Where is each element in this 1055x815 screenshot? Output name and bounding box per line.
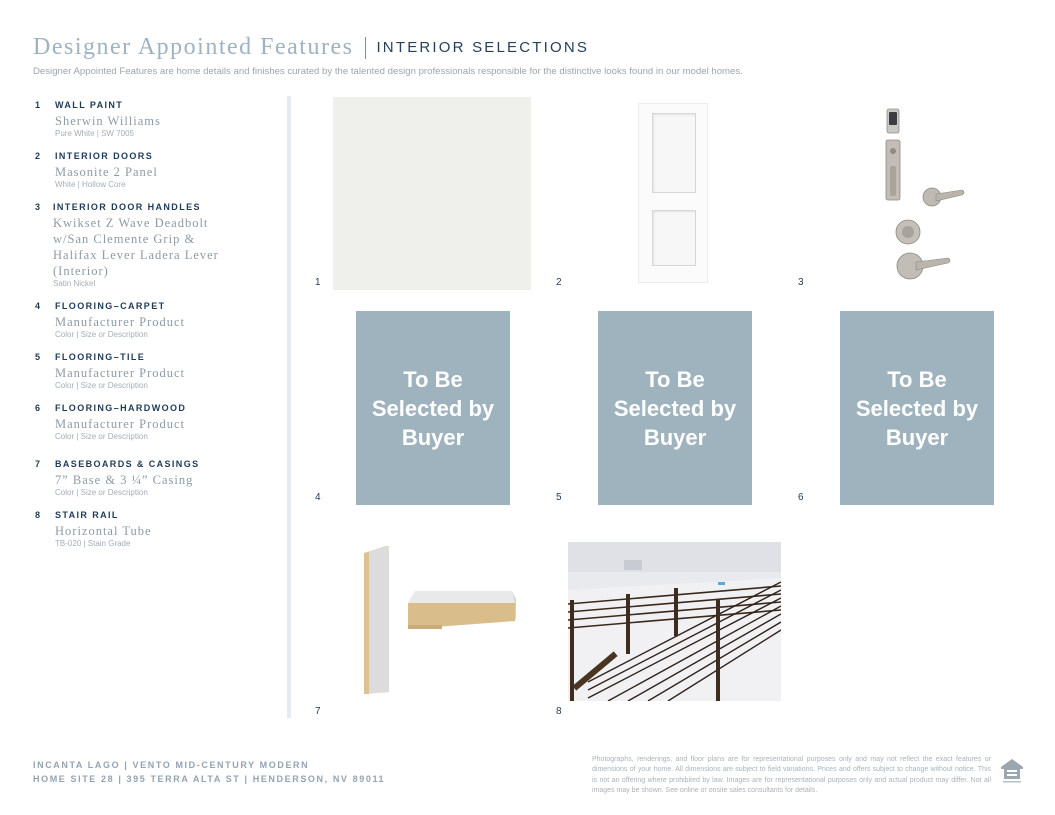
page-subtitle: INTERIOR SELECTIONS bbox=[376, 39, 590, 56]
item-product: Masonite 2 Panel bbox=[55, 165, 158, 179]
item-product: Manufacturer Product bbox=[55, 315, 186, 329]
list-item bbox=[35, 352, 280, 390]
item-category: FLOORING–CARPET bbox=[55, 301, 166, 311]
item-category: FLOORING–HARDWOOD bbox=[55, 403, 187, 413]
image-number: 6 bbox=[798, 492, 804, 503]
to-be-selected-placeholder: To Be Selected by Buyer bbox=[840, 311, 994, 505]
item-number: 6 bbox=[35, 403, 42, 413]
item-meta: Pure White | SW 7005 bbox=[55, 129, 134, 138]
item-category: INTERIOR DOOR HANDLES bbox=[53, 202, 201, 212]
door-panel bbox=[652, 210, 696, 266]
item-meta: Color | Size or Description bbox=[55, 330, 148, 339]
equal-housing-icon bbox=[1000, 758, 1024, 784]
item-category: INTERIOR DOORS bbox=[55, 151, 154, 161]
item-meta: Color | Size or Description bbox=[55, 488, 148, 497]
page-description: Designer Appointed Features are home details and finishes curated by the talented design professionals responsible for the distinctive looks found in our model homes. bbox=[33, 66, 743, 77]
title-divider bbox=[365, 37, 366, 59]
column-divider bbox=[287, 96, 291, 718]
item-meta: Color | Size or Description bbox=[55, 432, 148, 441]
to-be-selected-placeholder: To Be Selected by Buyer bbox=[356, 311, 510, 505]
image-number: 2 bbox=[556, 277, 562, 288]
footer-disclaimer: Photographs, renderings, and floor plans are for representational purposes only and may not reflect the exact features or dimensions of your home. All dimensions are subject to field variations. Prices and offers subject to change without notice. This is not an offering where prohibited by law. Images are for representational purposes only and actual product may differ. Not all images may be shown. See online or onsite sales consultants for details. bbox=[592, 756, 991, 795]
image-number: 1 bbox=[315, 277, 321, 288]
item-category: WALL PAINT bbox=[55, 100, 124, 110]
item-meta: Color | Size or Description bbox=[55, 381, 148, 390]
list-item bbox=[35, 403, 280, 441]
image-number: 7 bbox=[315, 706, 321, 717]
item-number: 7 bbox=[35, 459, 42, 469]
item-product: Kwikset Z Wave Deadbolt w/San Clemente Grip & Halifax Lever Ladera Lever (Interior) bbox=[53, 216, 219, 278]
image-number: 4 bbox=[315, 492, 321, 503]
item-meta: White | Hollow Core bbox=[55, 180, 126, 189]
to-be-selected-placeholder: To Be Selected by Buyer bbox=[598, 311, 752, 505]
page-header bbox=[33, 34, 589, 61]
item-number: 4 bbox=[35, 301, 42, 311]
list-item bbox=[35, 459, 280, 497]
footer-address: HOME SITE 28 | 395 TERRA ALTA ST | HENDERSON, NV 89011 bbox=[33, 774, 386, 784]
item-number: 3 bbox=[35, 202, 42, 212]
footer-community: INCANTA LAGO | VENTO MID-CENTURY MODERN bbox=[33, 760, 310, 770]
item-product: Horizontal Tube bbox=[55, 524, 152, 538]
item-number: 5 bbox=[35, 352, 42, 362]
item-meta: TB-020 | Stain Grade bbox=[55, 539, 131, 548]
item-number: 2 bbox=[35, 151, 42, 161]
item-category: FLOORING–TILE bbox=[55, 352, 146, 362]
list-item bbox=[35, 301, 280, 339]
item-number: 1 bbox=[35, 100, 42, 110]
item-product: 7” Base & 3 ¼” Casing bbox=[55, 473, 194, 487]
list-item bbox=[35, 100, 280, 138]
list-item bbox=[35, 510, 280, 548]
item-meta: Satin Nickel bbox=[53, 279, 96, 288]
door-image bbox=[638, 103, 708, 283]
item-number: 8 bbox=[35, 510, 42, 520]
door-handle-image bbox=[880, 104, 970, 284]
list-item bbox=[35, 151, 280, 189]
image-number: 3 bbox=[798, 277, 804, 288]
baseboard-casing-image bbox=[360, 545, 520, 697]
item-product: Manufacturer Product bbox=[55, 366, 186, 380]
stair-rail-photo bbox=[568, 542, 781, 701]
door-panel bbox=[652, 113, 696, 193]
image-number: 8 bbox=[556, 706, 562, 717]
item-product: Manufacturer Product bbox=[55, 417, 186, 431]
list-item bbox=[35, 202, 280, 288]
page-title: Designer Appointed Features bbox=[33, 34, 354, 60]
image-number: 5 bbox=[556, 492, 562, 503]
item-product: Sherwin Williams bbox=[55, 114, 161, 128]
paint-swatch-image bbox=[333, 97, 531, 290]
item-category: BASEBOARDS & CASINGS bbox=[55, 459, 200, 469]
item-category: STAIR RAIL bbox=[55, 510, 119, 520]
